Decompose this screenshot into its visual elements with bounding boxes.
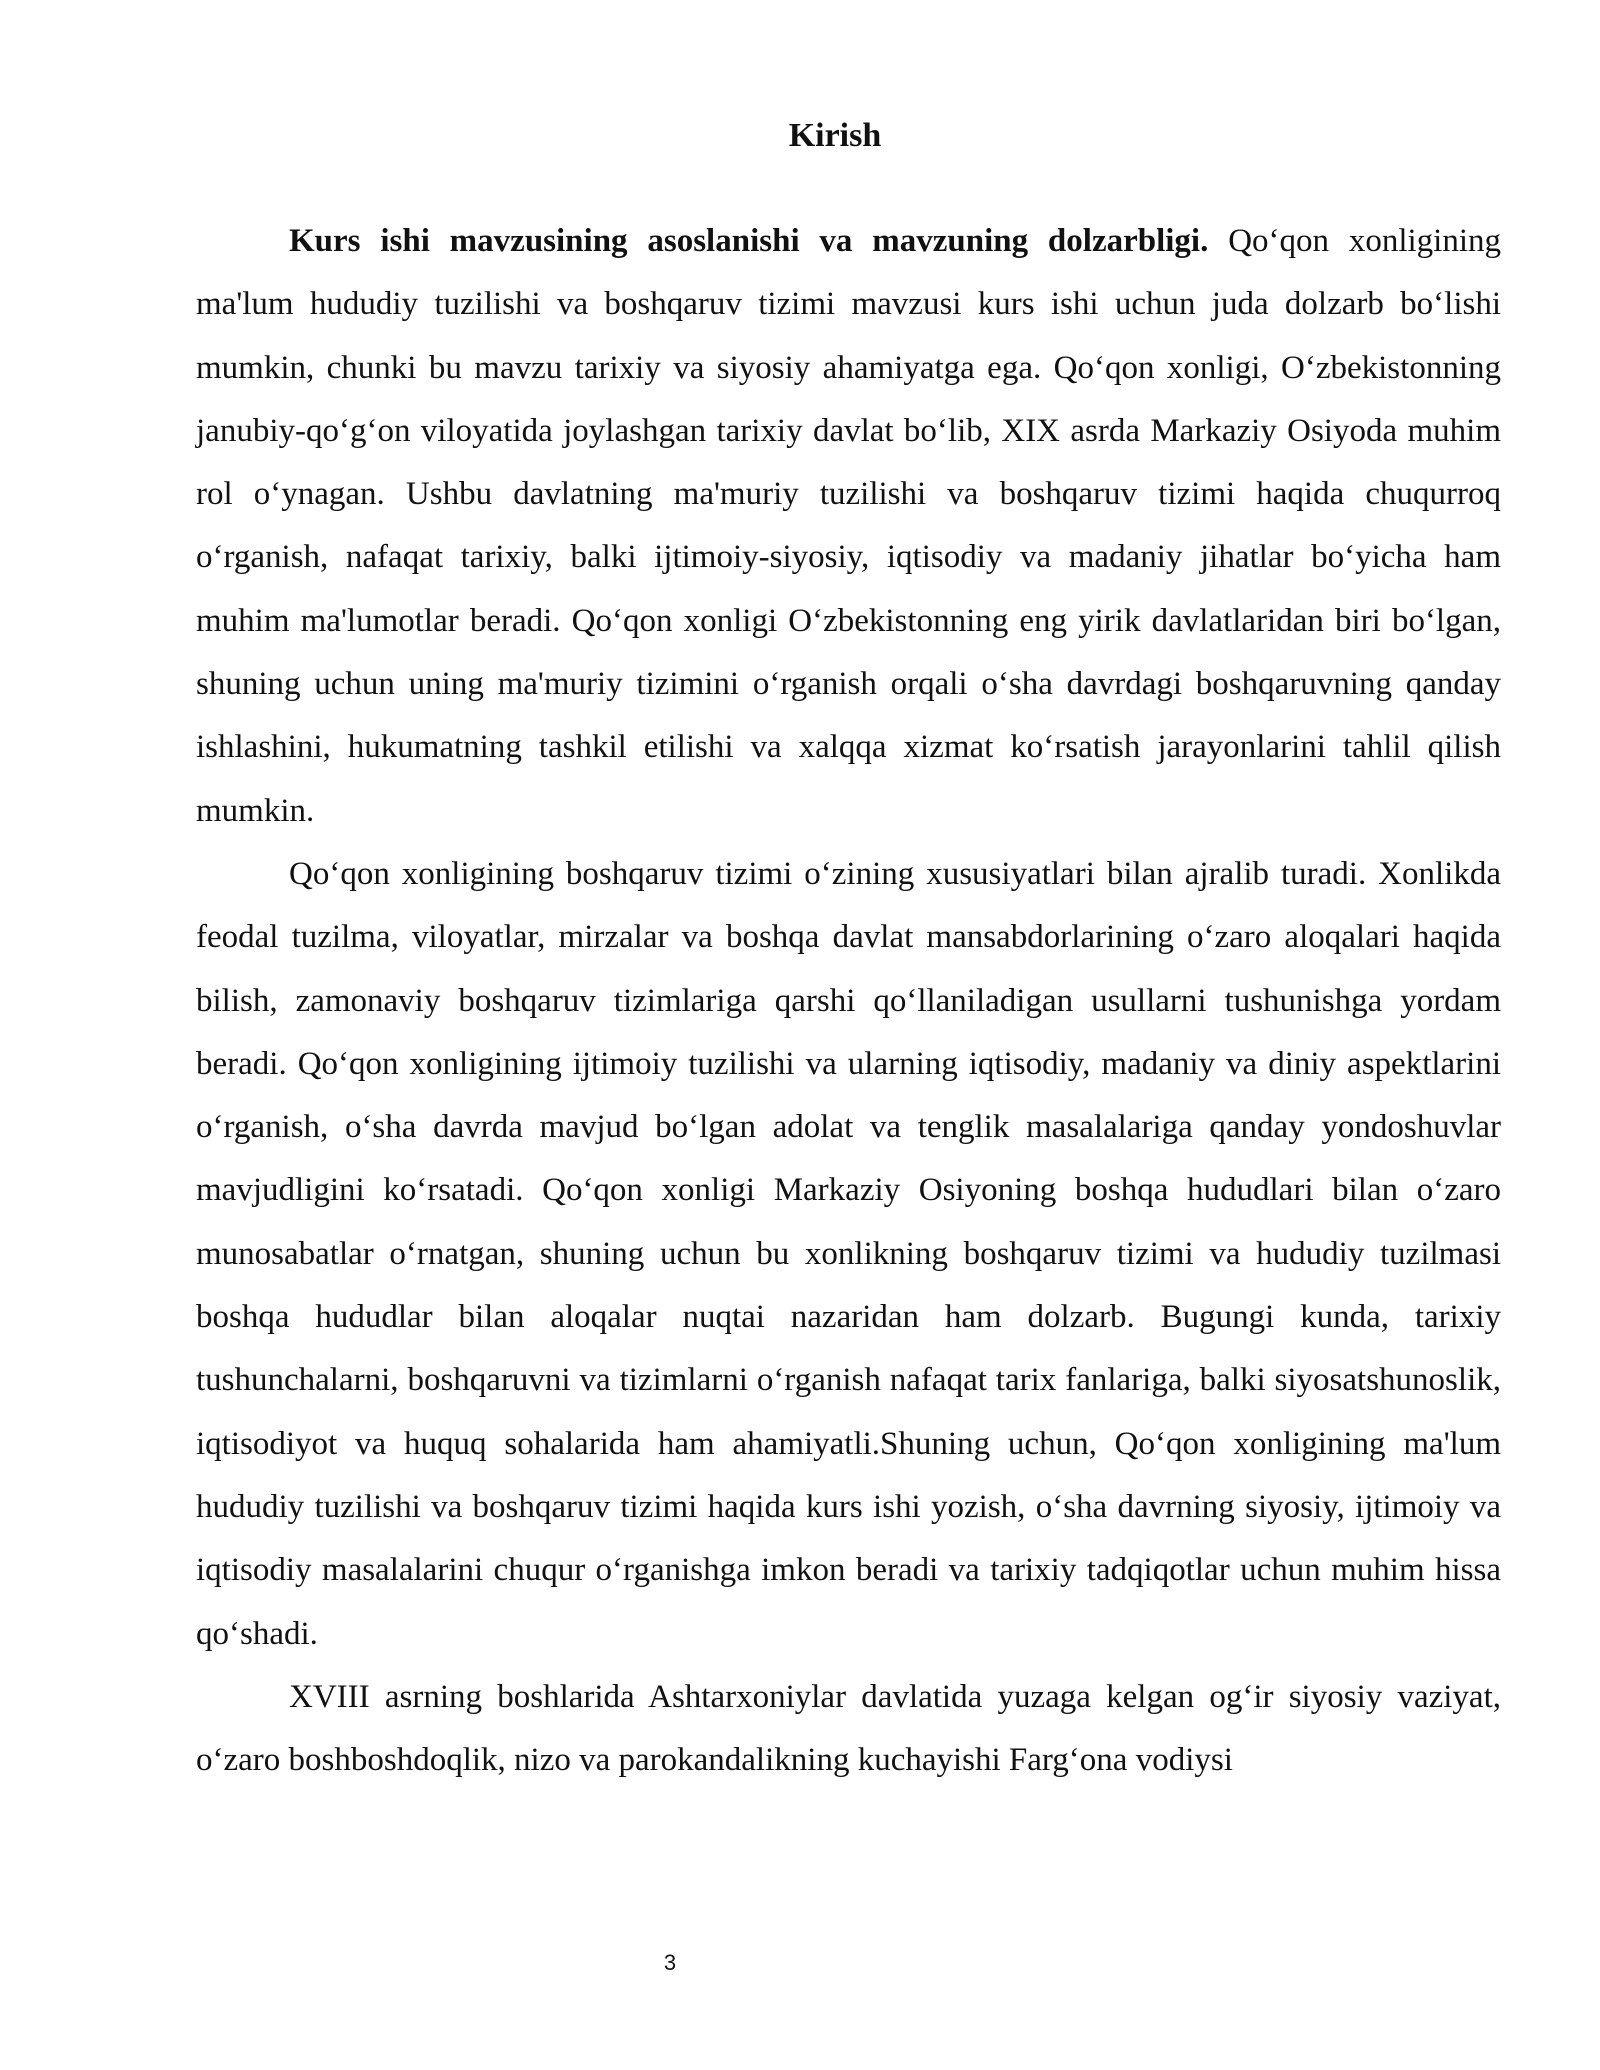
page-number: 3 bbox=[663, 1950, 677, 1975]
document-body bbox=[196, 210, 1501, 1792]
page-title: Kirish bbox=[788, 117, 882, 154]
paragraph-3 bbox=[196, 1666, 1501, 1793]
paragraph-text: XVIII asrning boshlarida Ashtarxoniylar davlatida yuzaga kelgan og‘ir siyosiy vaziyat, o‘zaro boshboshdoqlik, nizo va parokandalikning kuchayishi Farg‘ona vodiysi bbox=[196, 1678, 1501, 1779]
paragraph-lead: Kurs ishi mavzusining asoslanishi va mavzuning dolzarbligi. bbox=[289, 223, 1209, 259]
paragraph-1 bbox=[196, 210, 1501, 843]
paragraph-text: Qo‘qon xonligining ma'lum hududiy tuzilishi va boshqaruv tizimi mavzusi kurs ishi uchun juda dolzarb bo‘lishi mumkin, chunki bu mavzu tarixiy va siyosiy ahamiyatga ega. Qo‘qon xonligi, O‘zbekistonning janubiy-qo‘g‘on viloyatida joylashgan tarixiy davlat bo‘lib, XIX asrda Markaziy Osiyoda muhim rol o‘ynagan. Ushbu davlatning ma'muriy tuzilishi va boshqaruv tizimi haqida chuqurroq o‘rganish, nafaqat tarixiy, balki ijtimoiy-siyosiy, iqtisodiy va madaniy jihatlar bo‘yicha ham muhim ma'lumotlar beradi. Qo‘qon xonligi O‘zbekistonning eng yirik davlatlaridan biri bo‘lgan, shuning uchun uning ma'muriy tizimini o‘rganish orqali o‘sha davrdagi boshqaruvning qanday ishlashini, hukumatning tashkil etilishi va xalqqa xizmat ko‘rsatish jarayonlarini tahlil qilish mumkin. bbox=[196, 223, 1502, 829]
paragraph-text: Qo‘qon xonligining boshqaruv tizimi o‘zining xususiyatlari bilan ajralib turadi. Xonlikda feodal tuzilma, viloyatlar, mirzalar va boshqa davlat mansabdorlarining o‘zaro aloqalari haqida bilish, zamonaviy boshqaruv tizimlariga qarshi qo‘llaniladigan usullarni tushunishga yordam beradi. Qo‘qon xonligining ijtimoiy tuzilishi va ularning iqtisodiy, madaniy va diniy aspektlarini o‘rganish, o‘sha davrda mavjud bo‘lgan adolat va tenglik masalalariga qanday yondoshuvlar mavjudligini ko‘rsatadi. Qo‘qon xonligi Markaziy Osiyoning boshqa hududlari bilan o‘zaro munosabatlar o‘rnatgan, shuning uchun bu xonlikning boshqaruv tizimi va hududiy tuzilmasi boshqa hududlar bilan aloqalar nuqtai nazaridan ham dolzarb. Bugungi kunda, tarixiy tushunchalarni, boshqaruvni va tizimlarni o‘rganish nafaqat tarix fanlariga, balki siyosatshunoslik, iqtisodiyot va huquq sohalarida ham ahamiyatli.Shuning uchun, Qo‘qon xonligining ma'lum hududiy tuzilishi va boshqaruv tizimi haqida kurs ishi yozish, o‘sha davrning siyosiy, ijtimoiy va iqtisodiy masalalarini chuqur o‘rganishga imkon beradi va tarixiy tadqiqotlar uchun muhim hissa qo‘shadi. bbox=[196, 855, 1501, 1652]
paragraph-2 bbox=[196, 843, 1501, 1666]
